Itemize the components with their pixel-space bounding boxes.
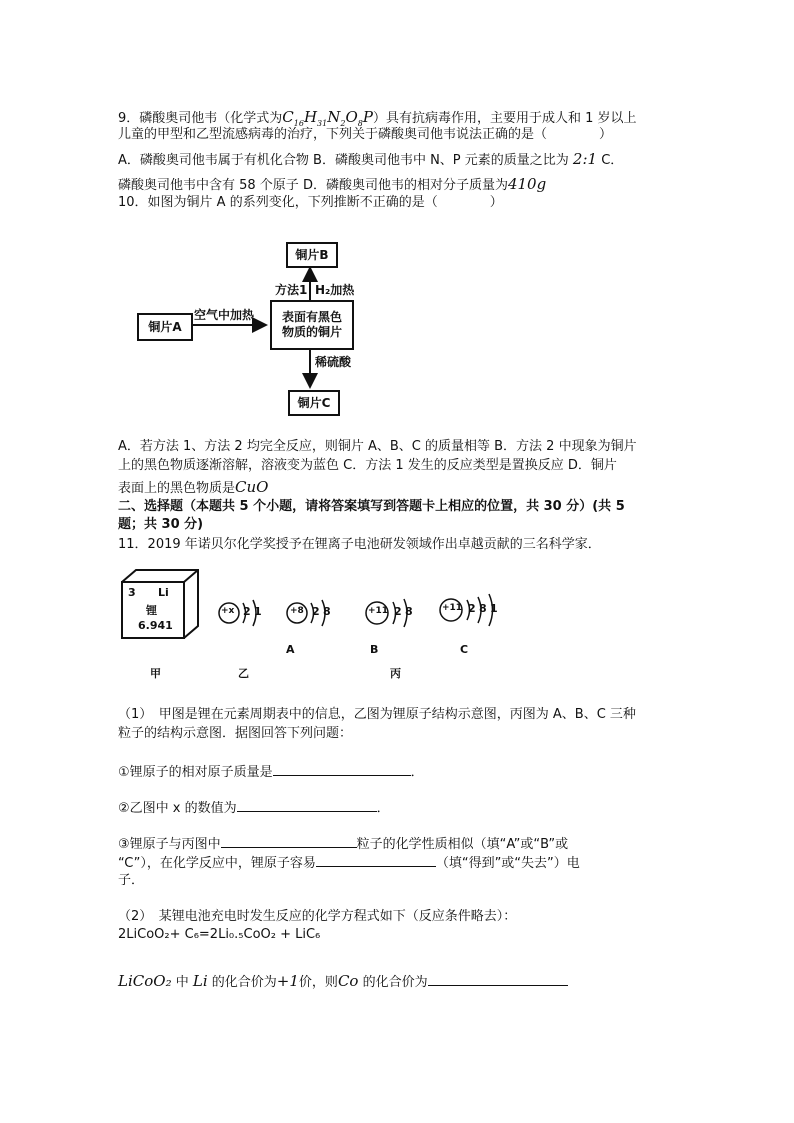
q10-cuo: CuO — [235, 478, 269, 496]
box-copper-a: 铜片A — [137, 313, 193, 341]
box-black-copper: 表面有黑色 物质的铜片 — [270, 300, 354, 350]
formula-subscript-3: 8 — [357, 119, 363, 128]
box-copper-b: 铜片B — [286, 242, 338, 268]
formula-element-0: C — [282, 108, 294, 126]
q9-line3: A．磷酸奥司他韦属于有机化合物 B．磷酸奥司他韦中 N、P 元素的质量之比为 2:1 C． — [118, 150, 624, 168]
q10-options-line1: A．若方法 1、方法 2 均完全反应，则铜片 A、B、C 的质量相等 B．方法 2 中现象为铜片 — [118, 439, 637, 454]
atom-b-nucleus: +11 — [368, 606, 389, 616]
atom-a-shell-1: 2 — [312, 605, 320, 618]
formula-subscript-1: 31 — [317, 119, 328, 128]
atom-c-shell-3: 1 — [490, 602, 498, 615]
formula-licoo2: LiCoO₂ — [118, 972, 172, 990]
section2-heading: 二、选择题（本题共 5 个小题，请将答案填写到答题卡上相应的位置，共 30 分）(共 5 — [118, 499, 625, 514]
valence-li: +1 — [276, 972, 299, 990]
formula-element-2: N — [327, 108, 341, 126]
element-mass: 6.941 — [138, 619, 173, 632]
q9-line2: 儿童的甲型和乙型流感病毒的治疗，下列关于磷酸奥司他韦说法正确的是（ ） — [118, 127, 613, 142]
q9-line4: 磷酸奥司他韦中含有 58 个原子 D．磷酸奥司他韦的相对分子质量为410g — [118, 175, 547, 193]
element-symbol: Li — [158, 586, 169, 599]
answer-blank-mass[interactable] — [273, 762, 411, 776]
box-copper-c: 铜片C — [288, 390, 340, 416]
label-b: B — [370, 643, 379, 656]
atom-a-shell-2: 8 — [323, 605, 331, 618]
q10-options-line2: 上的黑色物质逐渐溶解，溶液变为蓝色 C．方法 1 发生的反应类型是置换反应 D．铜片 — [118, 458, 617, 473]
label-c: C — [460, 643, 469, 656]
section2-heading-cont: 题；共 30 分) — [118, 517, 204, 532]
atom-c-shell-1: 2 — [468, 602, 476, 615]
label-method1: 方法1 — [275, 283, 308, 297]
answer-blank-x[interactable] — [237, 798, 377, 812]
formula-element-1: H — [303, 108, 318, 126]
q11-sub1: ①锂原子的相对原子质量是 ． — [118, 762, 424, 782]
lithium-shell-2: 1 — [254, 605, 262, 618]
q11-part1-line2: 粒子的结构示意图．据图回答下列问题： — [118, 726, 353, 741]
q10-stem: 10．如图为铜片 A 的系列变化，下列推断不正确的是（ ） — [118, 195, 503, 210]
label-yi: 乙 — [238, 667, 249, 680]
formula-subscript-0: 16 — [293, 119, 304, 128]
q11-part2-question: LiCoO₂ 中 Li 的化合价为+1价，则Co 的化合价为 — [118, 972, 568, 992]
atom-b-shell-2: 8 — [405, 605, 413, 618]
element-number: 3 — [128, 586, 136, 599]
answer-blank-particle[interactable] — [221, 834, 357, 848]
q10-arrows — [0, 0, 794, 430]
formula-element-4: P — [362, 108, 373, 126]
label-a: A — [286, 643, 295, 656]
atom-c-shell-2: 8 — [479, 602, 487, 615]
atom-b-shell-1: 2 — [394, 605, 402, 618]
atom-c-nucleus: +11 — [442, 603, 463, 613]
atom-a-nucleus: +8 — [290, 606, 304, 616]
q11-part1-line1: （1） 甲图是锂在元素周期表中的信息，乙图为锂原子结构示意图，丙图为 A、B、C 三种 — [118, 707, 636, 722]
symbol-co: Co — [337, 972, 359, 990]
label-dilute-acid: 稀硫酸 — [315, 355, 352, 369]
label-air-heat: 空气中加热 — [194, 308, 255, 322]
symbol-li: Li — [192, 972, 208, 990]
q9-line1: 9．磷酸奥司他韦（化学式为$C_{16}H_{31}N_2O_8P$）具有抗病毒作用，主要用于成人和 1 岁以上 — [118, 108, 637, 128]
q11-sub2: ②乙图中 x 的数值为 ． — [118, 798, 390, 818]
q11-part2-line1: （2） 某锂电池充电时发生反应的化学方程式如下（反应条件略去）： — [118, 909, 517, 924]
answer-blank-electron[interactable] — [316, 853, 436, 867]
q9-ratio: 2:1 — [572, 150, 598, 168]
q10-options-line3: 表面上的黑色物质是CuO — [118, 478, 269, 496]
q11-sub3-line3: 子． — [118, 873, 145, 888]
q11-part2-equation: 2LiCoO₂+ C₆=2Li₀.₅CoO₂ + LiC₆ — [118, 927, 321, 942]
q11-stem: 11．2019 年诺贝尔化学奖授予在锂离子电池研发领域作出卓越贡献的三名科学家． — [118, 537, 601, 552]
q11-sub3-line1: ③锂原子与丙图中 粒子的化学性质相似（填“A”或“B”或 — [118, 834, 568, 854]
lithium-shell-1: 2 — [243, 605, 251, 618]
element-name: 锂 — [146, 604, 157, 617]
label-jia: 甲 — [150, 667, 161, 680]
q9-mass: 410g — [507, 175, 547, 193]
formula-subscript-2: 2 — [340, 119, 346, 128]
label-h2-heat: H₂加热 — [315, 283, 355, 297]
formula-element-3: O — [345, 108, 358, 126]
q11-sub3-line2: “C”），在化学反应中，锂原子容易 （填“得到”或“失去”）电 — [118, 853, 580, 873]
lithium-nucleus: +x — [221, 606, 235, 616]
answer-blank-co-valence[interactable] — [428, 972, 568, 986]
label-bing: 丙 — [390, 667, 401, 680]
